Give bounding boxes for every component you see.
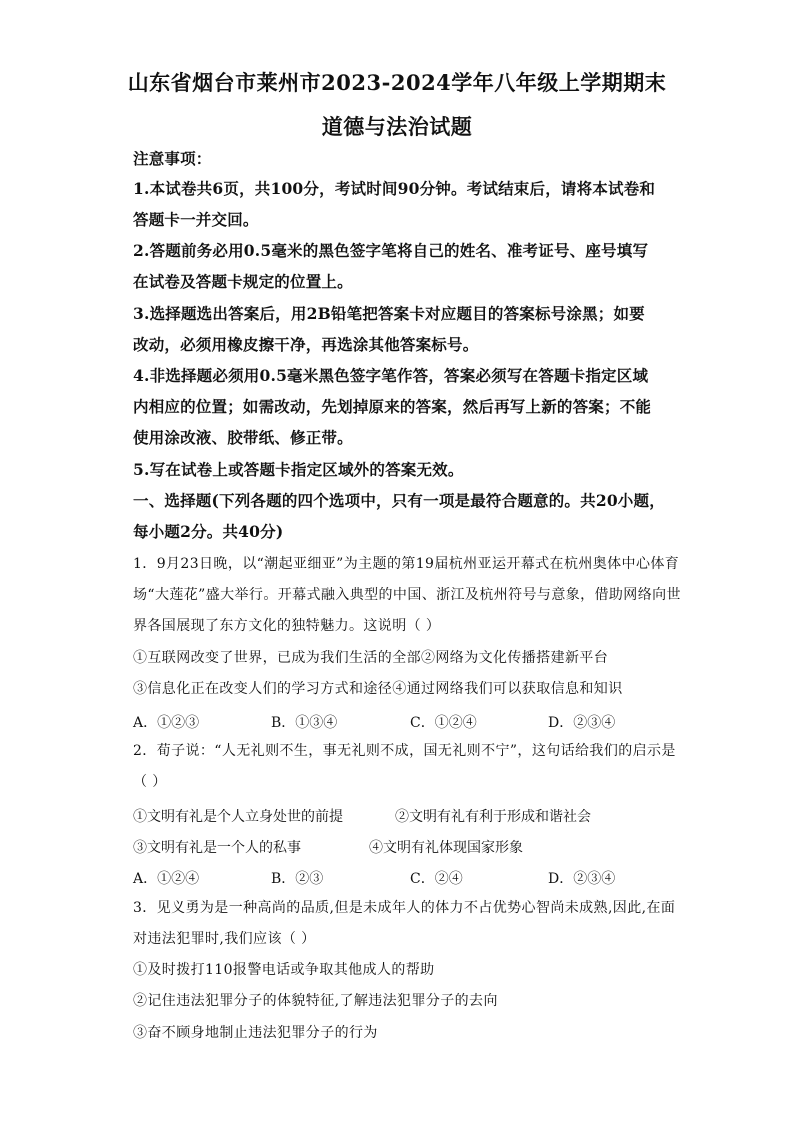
- question-3-statement: ②记住违法犯罪分子的体貌特征,了解违法犯罪分子的去向: [133, 993, 498, 1009]
- notice-line: 使用涂改液、胶带纸、修正带。: [133, 428, 353, 447]
- option-a[interactable]: A．①②④: [133, 871, 200, 887]
- question-2-stem: 2．荀子说：“人无礼则不生，事无礼则不成，国无礼则不宁”，这句话给我们的启示是: [133, 743, 676, 759]
- question-2-statement: ②文明有礼有利于形成和谐社会: [395, 809, 591, 825]
- option-d[interactable]: D．②③④: [548, 871, 616, 887]
- section-heading: 每小题2分。共40分): [133, 522, 284, 541]
- question-1-statement: ③信息化正在改变人们的学习方式和途径④通过网络我们可以获取信息和知识: [133, 681, 623, 697]
- section-heading: 一、选择题(下列各题的四个选项中，只有一项是最符合题意的。共20小题，: [133, 491, 665, 510]
- question-1-stem: 界各国展现了东方文化的独特魅力。这说明（ ）: [133, 618, 441, 634]
- question-1-stem: 场“大莲花”盛大举行。开幕式融入典型的中国、浙江及杭州符号与意象，借助网络向世: [133, 587, 681, 603]
- notice-line: 在试卷及答题卡规定的位置上。: [133, 272, 353, 291]
- question-1-options: [133, 712, 693, 732]
- notice-line: 3.选择题选出答案后，用2B铅笔把答案卡对应题目的答案标号涂黑；如要: [133, 304, 645, 323]
- option-d[interactable]: D．②③④: [548, 715, 616, 731]
- question-2-statement: ③文明有礼是一个人的私事: [133, 840, 301, 856]
- question-2-statement-row: [133, 806, 693, 826]
- question-1-stem: 1．9月23日晚，以“潮起亚细亚”为主题的第19届杭州亚运开幕式在杭州奥体中心体育: [133, 556, 680, 572]
- question-3-statement: ①及时拨打110报警电话或争取其他成人的帮助: [133, 962, 435, 978]
- exam-title-line2: 道德与法治试题: [321, 114, 473, 139]
- option-c[interactable]: C．②④: [410, 871, 463, 887]
- notice-line: 答题卡一并交回。: [133, 210, 259, 229]
- question-3-statement: ③奋不顾身地制止违法犯罪分子的行为: [133, 1025, 378, 1041]
- notice-line: 改动，必须用橡皮擦干净，再选涂其他答案标号。: [133, 335, 479, 354]
- notice-line: 2.答题前务必用0.5毫米的黑色签字笔将自己的姓名、准考证号、座号填写: [133, 241, 649, 260]
- notice-heading: 注意事项：: [133, 149, 212, 168]
- exam-title-line1: 山东省烟台市莱州市2023-2024学年八年级上学期期末: [127, 70, 667, 95]
- notice-line: 1.本试卷共6页，共100分，考试时间90分钟。考试结束后，请将本试卷和: [133, 179, 656, 198]
- option-b[interactable]: B．②③: [271, 871, 324, 887]
- question-3-stem: 对违法犯罪时,我们应该（ ）: [133, 931, 316, 947]
- option-c[interactable]: C．①②④: [410, 715, 477, 731]
- question-2-options: [133, 868, 693, 888]
- option-b[interactable]: B．①③④: [271, 715, 338, 731]
- question-2-statement-row: [133, 837, 693, 857]
- notice-line: 5.写在试卷上或答题卡指定区域外的答案无效。: [133, 460, 464, 479]
- notice-line: 内相应的位置；如需改动，先划掉原来的答案，然后再写上新的答案；不能: [133, 397, 652, 416]
- question-1-statement: ①互联网改变了世界，已成为我们生活的全部②网络为文化传播搭建新平台: [133, 650, 609, 666]
- question-3-stem: 3．见义勇为是一种高尚的品质,但是未成年人的体力不占优势心智尚未成熟,因此,在面: [133, 900, 676, 916]
- question-2-statement: ④文明有礼体现国家形象: [369, 840, 523, 856]
- question-2-stem: （ ）: [133, 774, 167, 790]
- notice-line: 4.非选择题必须用0.5毫米黑色签字笔作答，答案必须写在答题卡指定区域: [133, 366, 649, 385]
- question-2-statement: ①文明有礼是个人立身处世的前提: [133, 809, 343, 825]
- option-a[interactable]: A．①②③: [133, 715, 200, 731]
